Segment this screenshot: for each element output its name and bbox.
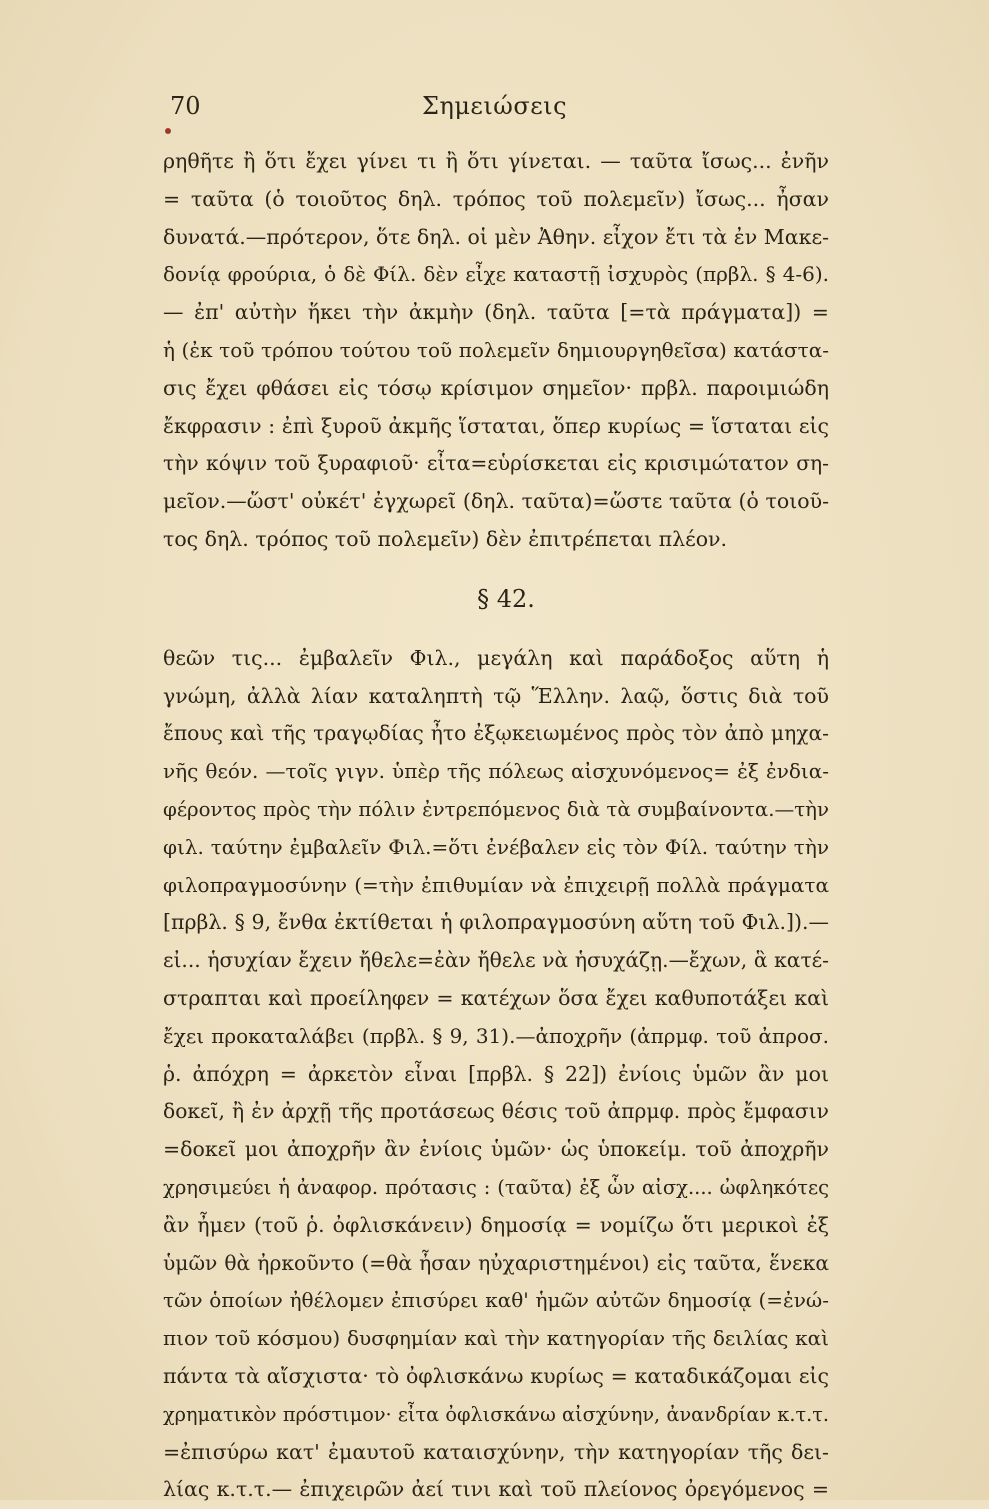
text-line: φιλοπραγμοσύνην (=τὴν ἐπιθυμίαν νὰ ἐπιχειρῇ πολλὰ πράγματα	[163, 872, 829, 897]
text-line: ἔπους καὶ τῆς τραγῳδίας ἦτο ἐξῳκειωμένος πρὸς τὸν ἀπὸ μηχα-	[163, 721, 829, 746]
text-line: τῶν ὁποίων ἠθέλομεν ἐπισύρει καθ' ἡμῶν αὐτῶν δημοσίᾳ (=ἐνώ-	[163, 1288, 829, 1313]
text-line: θεῶν τις... ἐμβαλεῖν Φιλ., μεγάλη καὶ παράδοξος αὕτη ἡ	[163, 645, 829, 670]
text-line: ῥ. ἀπόχρη = ἀρκετὸν εἶναι [πρβλ. § 22]) ἐνίοις ὑμῶν ἂν μοι	[163, 1061, 829, 1086]
text-line: δοκεῖ, ἢ ἐν ἀρχῇ τῆς προτάσεως θέσις τοῦ ἀπρμφ. πρὸς ἔμφασιν	[163, 1099, 829, 1124]
notes-body	[163, 143, 829, 1509]
text-line: πιον τοῦ κόσμου) δυσφημίαν καὶ τὴν κατηγορίαν τῆς δειλίας καὶ	[163, 1326, 829, 1351]
section-heading: § 42.	[477, 584, 535, 613]
text-line: ἔκφρασιν : ἐπὶ ξυροῦ ἀκμῆς ἵσταται, ὅπερ κυρίως = ἵσταται εἰς	[163, 413, 829, 438]
text-line: ἔχει προκαταλάβει (πρβλ. § 9, 31).—ἀποχρῆν (ἀπρμφ. τοῦ ἀπροσ.	[163, 1023, 829, 1048]
text-line: δονίᾳ φρούρια, ὁ δὲ Φίλ. δὲν εἶχε καταστῇ ἰσχυρὸς (πρβλ. § 4-6).	[163, 262, 829, 287]
ink-spot-mark	[165, 128, 171, 134]
notes-block-2	[163, 640, 829, 1509]
text-line: ρηθῆτε ἢ ὅτι ἔχει γίνει τι ἢ ὅτι γίνεται. — ταῦτα ἴσως... ἐνῆν	[163, 149, 829, 173]
text-line: [πρβλ. § 9, ἔνθα ἐκτίθεται ἡ φιλοπραγμοσύνη αὕτη τοῦ Φιλ.]).—	[163, 910, 829, 935]
text-line: χρηματικὸν πρόστιμον· εἶτα ὀφλισκάνω αἰσχύνην, ἀνανδρίαν κ.τ.τ.	[163, 1402, 829, 1426]
text-line: χρησιμεύει ἡ ἀναφορ. πρότασις : (ταῦτα) ἐξ ὧν αἰσχ.... ὠφληκότες	[163, 1175, 829, 1199]
notes-block-1	[163, 143, 829, 559]
text-line: στραπται καὶ προείληφεν = κατέχων ὅσα ἔχει καθυποτάξει καὶ	[163, 985, 829, 1010]
page-title: Σημειώσεις	[421, 92, 568, 120]
text-line: = ταῦτα (ὁ τοιοῦτος δηλ. τρόπος τοῦ πολεμεῖν) ἴσως... ἦσαν	[163, 186, 829, 211]
text-line: εἰ... ἡσυχίαν ἔχειν ἤθελε=ἐὰν ἤθελε νὰ ἡσυχάζῃ.—ἔχων, ἃ κατέ-	[163, 948, 829, 973]
text-line: δυνατά.—πρότερον, ὅτε δηλ. οἱ μὲν Ἀθην. εἶχον ἔτι τὰ ἐν Μακε-	[163, 224, 829, 249]
text-line: τος δηλ. τρόπος τοῦ πολεμεῖν) δὲν ἐπιτρέπεται πλέον.	[163, 526, 728, 551]
text-line: ἡ (ἐκ τοῦ τρόπου τούτου τοῦ πολεμεῖν δημιουργηθεῖσα) κατάστα-	[163, 337, 829, 362]
text-line: νῆς θεόν. —τοῖς γιγν. ὑπὲρ τῆς πόλεως αἰσχυνόμενος= ἐξ ἐνδια-	[163, 759, 829, 784]
running-head	[0, 88, 989, 128]
text-line: λίας κ.τ.τ.— ἐπιχειρῶν ἀεί τινι καὶ τοῦ πλείονος ὀρεγόμενος =	[163, 1477, 829, 1502]
text-line: τὴν κόψιν τοῦ ξυραφιοῦ· εἶτα=εὑρίσκεται εἰς κρισιμώτατον ση-	[163, 451, 829, 476]
text-line: φέροντος πρὸς τὴν πόλιν ἐντρεπόμενος διὰ τὰ συμβαίνοντα.—τὴν	[163, 797, 829, 821]
text-line: σις ἔχει φθάσει εἰς τόσῳ κρίσιμον σημεῖον· πρβλ. παροιμιώδη	[163, 375, 829, 400]
text-line: πάντα τὰ αἴσχιστα· τὸ ὀφλισκάνω κυρίως = καταδικάζομαι εἰς	[163, 1363, 829, 1388]
text-line: =δοκεῖ μοι ἀποχρῆν ἂν ἐνίοις ὑμῶν· ὡς ὑποκείμ. τοῦ ἀποχρῆν	[163, 1137, 829, 1162]
text-line: ἂν ἦμεν (τοῦ ῥ. ὀφλισκάνειν) δημοσίᾳ = νομίζω ὅτι μερικοὶ ἐξ	[163, 1212, 829, 1237]
text-line: μεῖον.—ὥστ' οὐκέτ' ἐγχωρεῖ (δηλ. ταῦτα)=ὥστε ταῦτα (ὁ τοιοῦ-	[163, 489, 829, 514]
text-line: φιλ. ταύτην ἐμβαλεῖν Φιλ.=ὅτι ἐνέβαλεν εἰς τὸν Φίλ. ταύτην τὴν	[163, 834, 829, 859]
text-line: γνώμη, ἀλλὰ λίαν καταληπτὴ τῷ Ἕλλην. λαῷ, ὅστις διὰ τοῦ	[163, 683, 829, 708]
text-line: ὑμῶν θὰ ἠρκοῦντο (=θὰ ἦσαν ηὐχαριστημένοι) εἰς ταῦτα, ἕνεκα	[163, 1250, 829, 1275]
text-line: — ἐπ' αὐτὴν ἥκει τὴν ἀκμὴν (δηλ. ταῦτα [=τὰ πράγματα]) =	[163, 300, 829, 325]
text-line: =ἐπισύρω κατ' ἐμαυτοῦ καταισχύνην, τὴν κατηγορίαν τῆς δει-	[163, 1439, 829, 1464]
page-number: 70	[170, 92, 201, 120]
